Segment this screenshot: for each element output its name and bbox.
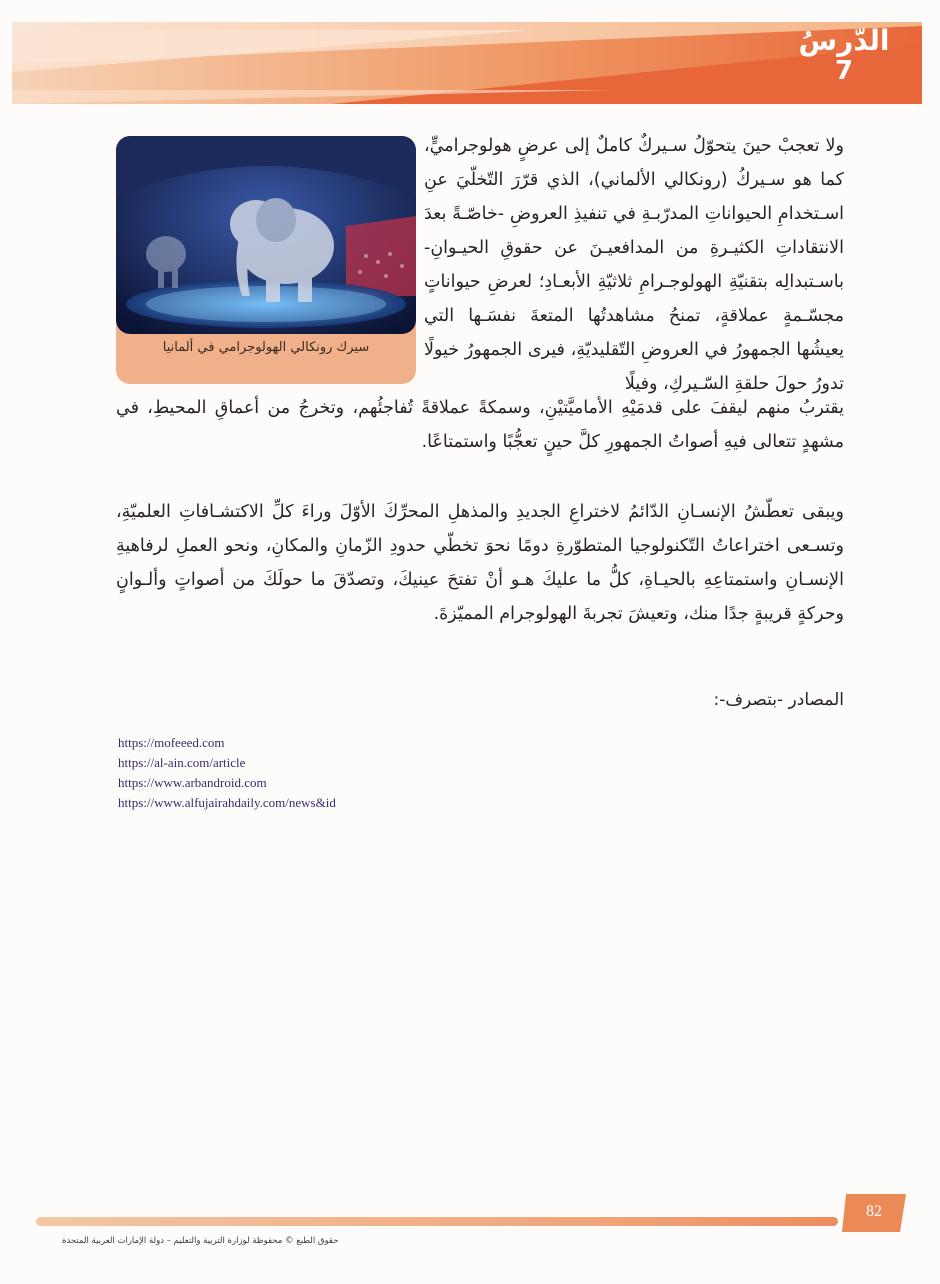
source-links (118, 733, 336, 813)
source-link[interactable]: https://www.arbandroid.com (118, 775, 267, 790)
footer-bar (36, 1217, 838, 1226)
source-link[interactable]: https://al-ain.com/article (118, 755, 246, 770)
page-number: 82 (866, 1203, 882, 1220)
paragraph-2: ويبقى تعطّشُ الإنسـانِ الدّائمُ لاختراعِ الجديدِ والمذهلِ المحرِّكَ الأوّلَ وراءَ كلِّ الاكتشـافاتِ العلميّةِ، وتسـعى اختراعاتُ التّكنولوجيا المتطوّرةِ دومًا نحوَ تخطّي حدودِ الزّمانِ والمكانِ، ونحو العملِ لرفاهيةِ الإنسـانِ واستمتاعِهِ بالحيـاةِ، كلُّ ما عليكَ هـو أنْ تفتحَ عينيكَ، وتصدّقَ ما حولَكَ من أصواتٍ وألـوانٍ وحركةٍ قريبةٍ جدًا منك، وتعيشَ تجربةَ الهولوجرام المميّزةَ. (116, 502, 844, 624)
lesson-number: 7 (834, 55, 854, 86)
paragraph-1-lower: يقتربُ منهم ليقفَ على قدمَيْهِ الأماميَّتيْنِ، وسمكةً عملاقةً تُفاجئُهم، وتخرجُ من أعماقِ المحيطِ، في مشهدٍ تتعالى فيهِ أصواتُ الجمهورِ كلَّ حينٍ تعجُّبًا واستمتاعًا. (116, 398, 844, 452)
figure-box (116, 136, 416, 384)
lesson-label: الدّرسُ (798, 24, 890, 57)
source-link[interactable]: https://www.alfujairahdaily.com/news&id (118, 795, 336, 810)
sources-label: المصادر -بتصرف-: (713, 690, 844, 710)
figure-caption: سيرك رونكالي الهولوجرامي في ألمانيا (162, 340, 370, 355)
source-link[interactable]: https://mofeeed.com (118, 735, 225, 750)
copyright-notice: حقوق الطبع © محفوظة لوزارة التربية والتعليم – دولة الإمارات العربية المتحدة (62, 1236, 339, 1246)
lesson-title (784, 26, 904, 85)
paragraph-1-upper: ولا تعجبْ حينَ يتحوّلُ سـيركٌ كاملٌ إلى عرضٍ هولوجراميٍّ، كما هو سـيركُ (رونكالي الألماني)، الذي قرّرَ التّخلّيَ عنِ اسـتخدامِ الحيواناتِ المدرّبـةِ في تنفيذِ العروضِ -خاصّـةً بعدَ الانتقاداتِ الكثيـرةِ من المدافعيـنَ عن حقوقِ الحيـوانِ- باسـتبدالِه بتقنيّةِ الهولوجـرامِ ثلاثيّةِ الأبعـادِ؛ لعرضِ حيواناتٍ مجسّـمةٍ عملاقةٍ، تمنحُ مشاهدتُها المتعةَ نفسَـها التي يعيشُها الجمهورُ في العروضِ التّقليديّةِ، فيرى الجمهورُ خيولًا تدورُ حولَ حلقةِ السّـيركِ، وفيلًا (424, 136, 844, 394)
hologram-elephant-photo (116, 136, 416, 334)
